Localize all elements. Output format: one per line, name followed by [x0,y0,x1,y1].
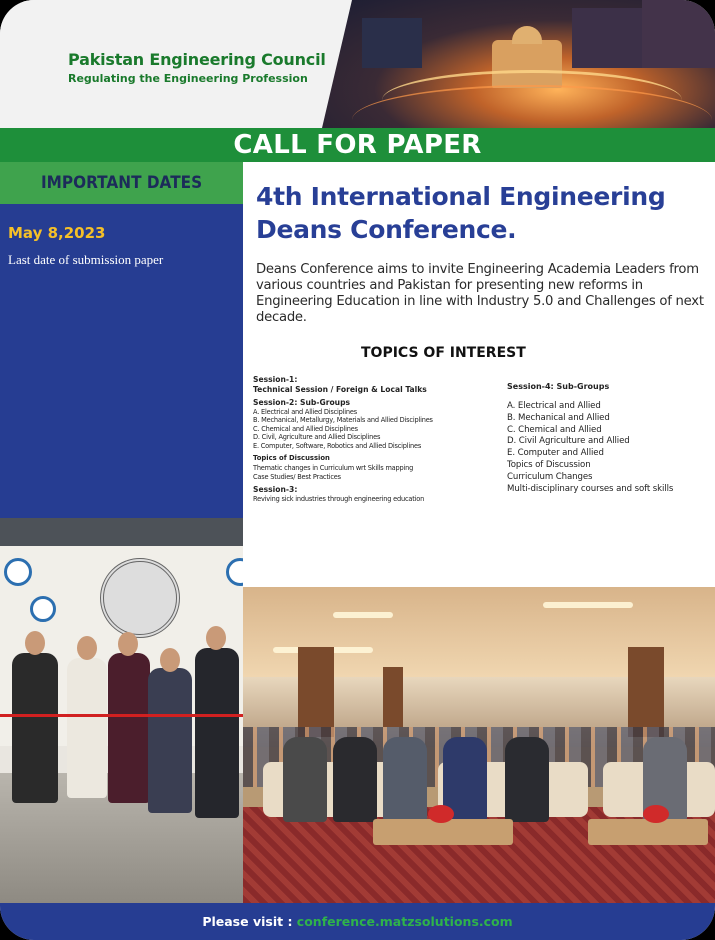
brand-block [68,50,326,85]
session-3-label: Session-3: [253,485,298,495]
session-2-item: B. Mechanical, Metallurgy, Materials and Allied Disciplines [253,416,433,425]
session-4-item: Curriculum Changes [507,471,593,482]
building-shape [572,8,652,68]
coffee-table [588,819,708,845]
important-dates-panel [0,162,243,518]
person-figure [108,653,150,803]
seated-guest [283,737,327,822]
session-4-item: D. Civil Agriculture and Allied [507,436,630,447]
deadline-description: Last date of submission paper [8,252,164,267]
red-ribbon [0,714,243,717]
session-2-item: C. Chemical and Allied Disciplines [253,424,358,433]
session-2-item: E. Computer, Software, Robotics and Allied Disciplines [253,441,422,450]
person-head [77,636,97,660]
important-dates-header [0,162,243,204]
deadline-date: May 8,2023 [8,224,106,242]
header-city-photo [322,0,715,128]
ribbon-cutting-photo [0,518,243,903]
session-2-item: D. Civil, Agriculture and Allied Disciplines [253,433,381,442]
important-dates-heading: IMPORTANT DATES [40,173,203,193]
conference-title [256,180,665,246]
footer-label: Please visit : [202,914,297,929]
person-figure [195,648,239,818]
session-4-item: A. Electrical and Allied [507,401,601,411]
person-figure [148,668,192,813]
person-head [206,626,226,650]
person-head [25,631,45,655]
sessions-left-column [253,375,493,503]
session-4-item: Multi-disciplinary courses and soft skills [507,483,674,494]
org-tagline: Regulating the Engineering Profession [68,72,308,85]
session-4-item: B. Mechanical and Allied [507,412,610,423]
sessions-right-column [507,382,712,495]
footer [0,903,715,940]
org-name: Pakistan Engineering Council [68,50,326,69]
header [0,0,715,128]
title-line-1: 4th International Engineering [256,182,666,211]
person-head [118,632,138,656]
seated-guest [383,737,427,822]
building-shape [362,18,422,68]
emblem-small [30,596,56,622]
conference-info-panel [243,162,715,587]
discussion-label: Topics of Discussion [253,454,330,463]
session-4-item: C. Chemical and Allied [507,424,602,435]
session-4-item: E. Computer and Allied [507,448,604,459]
session-1-title: Technical Session / Foreign & Local Talks [253,384,427,394]
emblem-small [4,558,32,586]
building-shape [642,0,715,68]
ceiling-light [333,612,393,618]
person-figure [67,658,107,798]
flower-arrangement [643,805,669,823]
hall-pillar [383,667,403,727]
session-3-title: Reviving sick industries through engineering education [253,494,425,503]
person-head [160,648,180,672]
seated-guest [505,737,549,822]
hall-pillar [298,647,334,737]
discussion-item: Thematic changes in Curriculum wrt Skills mapping [253,463,414,472]
photo-ceiling [0,518,243,546]
hall-pillar [628,647,664,737]
session-1-label: Session-1: [253,375,298,384]
person-figure [12,653,58,803]
session-2-label: Session-2: Sub-Groups [253,398,351,407]
call-for-paper-banner [0,128,715,162]
ceiling-light [543,602,633,608]
banner-text: CALL FOR PAPER [233,130,482,160]
conference-hall-photo [243,587,715,903]
session-2-item: A. Electrical and Allied Disciplines [253,407,357,416]
session-4-label: Session-4: Sub-Groups [507,382,610,391]
council-emblem-image [100,558,180,638]
seated-guest [333,737,377,822]
title-line-2: Deans Conference. [256,215,517,244]
conference-website-link[interactable]: conference.matzsolutions.com [296,914,513,929]
discussion-item: Case Studies/ Best Practices [253,472,341,481]
topics-heading: TOPICS OF INTEREST [361,345,526,361]
session-4-item: Topics of Discussion [507,459,591,470]
flower-arrangement [428,805,454,823]
conference-description: Deans Conference aims to invite Engineering Academia Leaders from various countries and Pakistan for presenting new reforms in Engineering Education in line with Industry 5.0 and Challenges of next decade. [256,262,704,325]
